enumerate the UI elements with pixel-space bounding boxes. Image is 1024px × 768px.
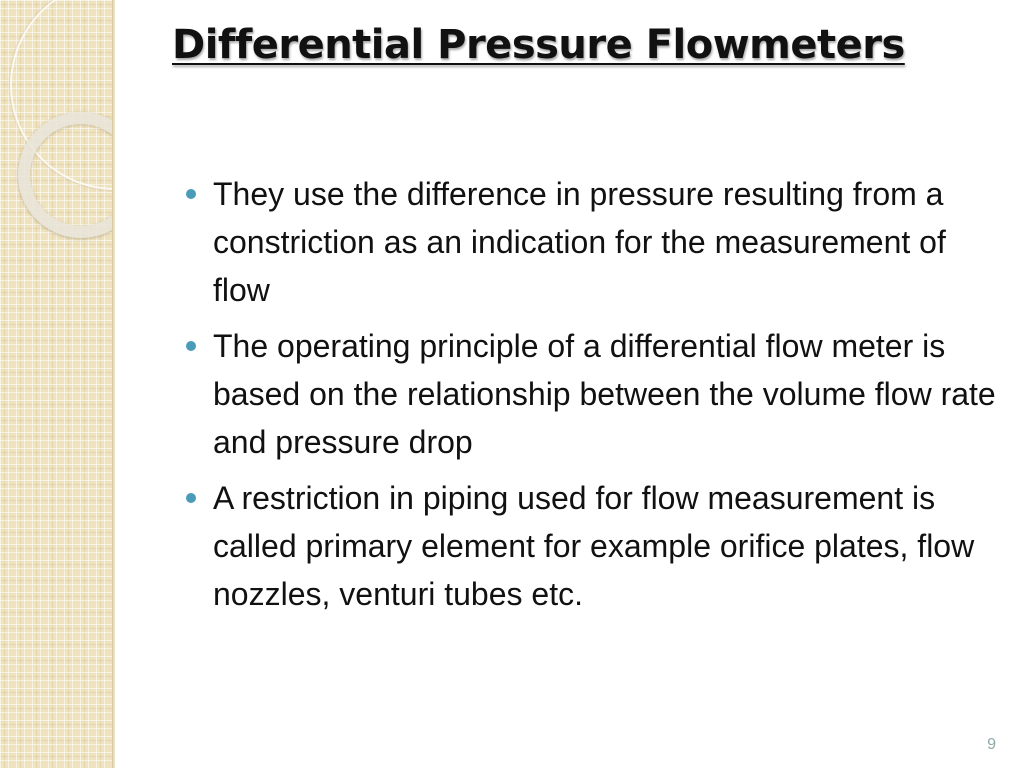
bullet-dot-icon — [186, 493, 196, 503]
bullet-item — [186, 322, 996, 466]
bullet-item — [186, 474, 996, 618]
bullet-text: They use the difference in pressure resulting from a constriction as an indication for the measurement of flow — [213, 176, 946, 308]
bullet-list — [186, 170, 996, 618]
slide-title: Differential Pressure Flowmeters — [172, 22, 905, 68]
bullet-text: A restriction in piping used for flow measurement is called primary element for example orifice plates, flow nozzles, venturi tubes etc. — [213, 480, 975, 612]
page-number: 9 — [987, 736, 996, 753]
bullet-text: The operating principle of a differential flow meter is based on the relationship between the volume flow rate and pressure drop — [213, 328, 996, 460]
bullet-dot-icon — [186, 189, 196, 199]
panel-divider — [112, 0, 115, 768]
decorative-side-panel — [0, 0, 112, 768]
bullet-item — [186, 170, 996, 314]
slide-body — [186, 170, 996, 626]
bullet-dot-icon — [186, 341, 196, 351]
